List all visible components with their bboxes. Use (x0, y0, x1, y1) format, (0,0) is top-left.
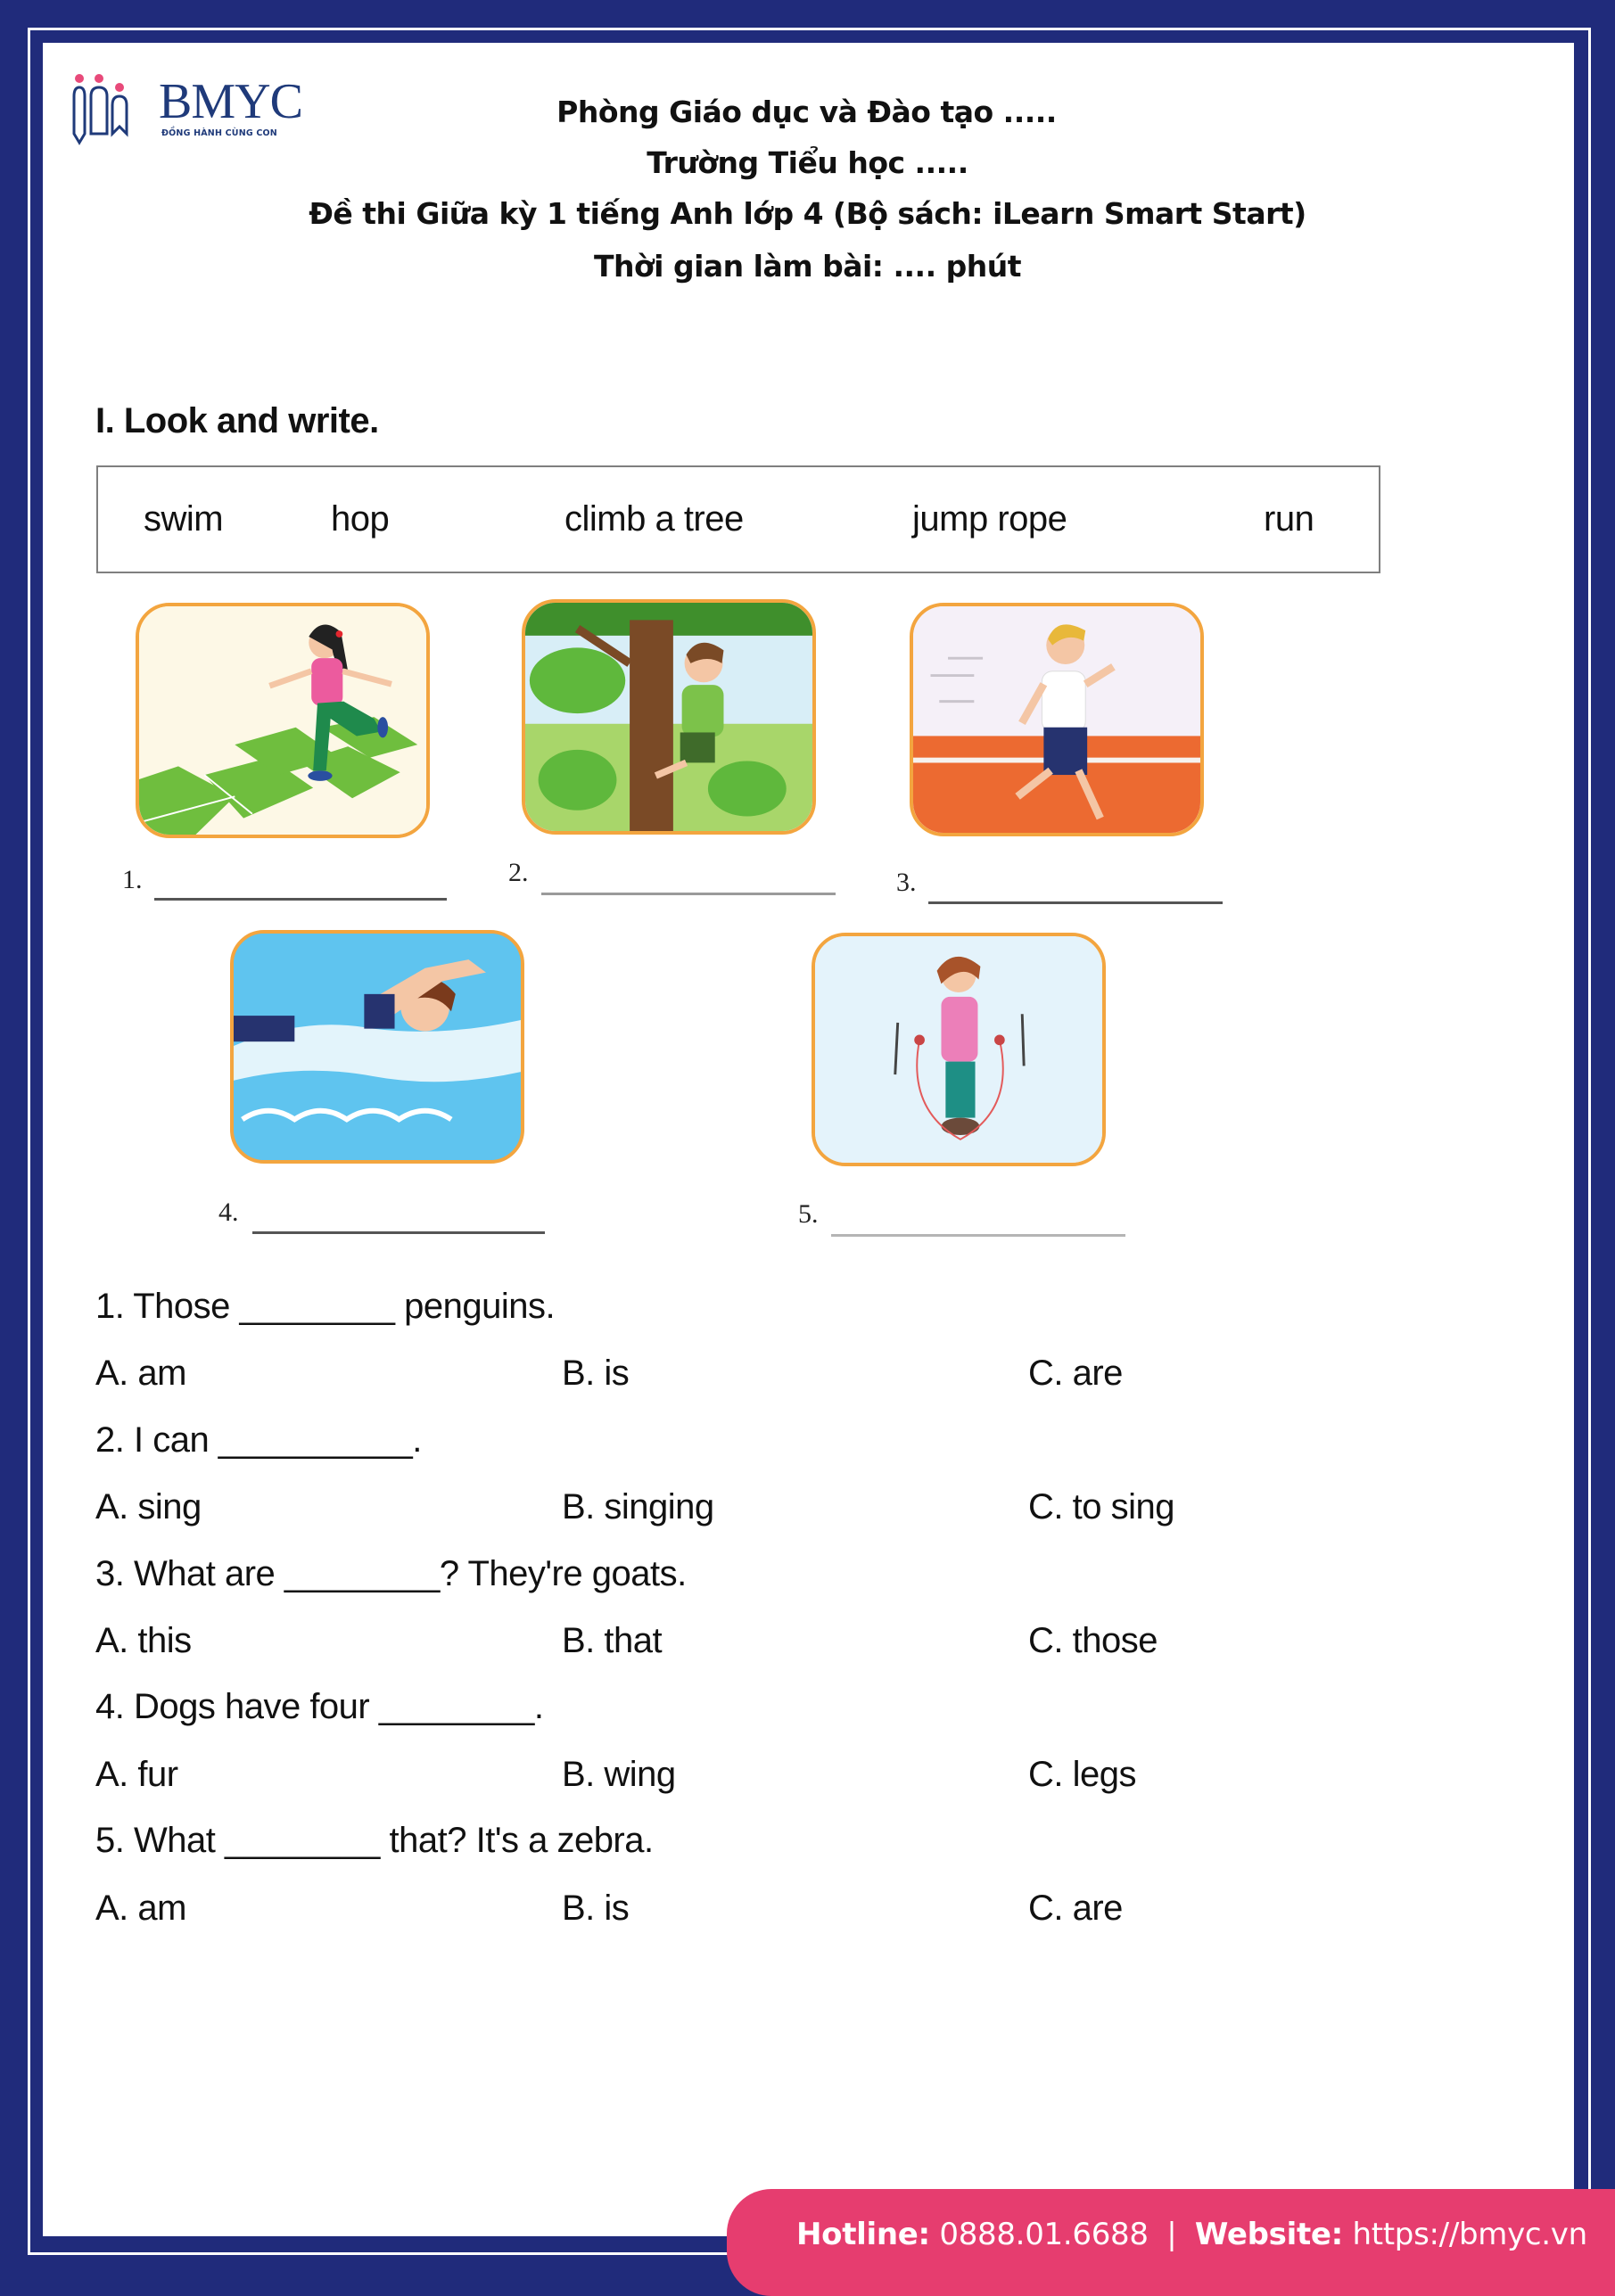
boy-running-image (910, 603, 1204, 836)
question-2-option-c[interactable]: C. to sing (1028, 1487, 1174, 1527)
answer-label: 2. (508, 858, 529, 887)
question-3-option-a[interactable]: A. this (95, 1621, 192, 1660)
website-link[interactable]: https://bmyc.vn (1352, 2217, 1587, 2252)
footer-contact-text (796, 2217, 1587, 2252)
word-bank-item: jump rope (912, 499, 1067, 539)
question-3-option-b[interactable]: B. that (562, 1621, 663, 1660)
hopscotch-girl-image (136, 603, 430, 838)
website-label: Website: (1194, 2217, 1343, 2252)
question-4-option-c[interactable]: C. legs (1028, 1755, 1136, 1794)
answer-label: 3. (896, 868, 917, 897)
header-school: Trường Tiểu học ..... (647, 145, 968, 180)
word-bank-item: run (1264, 499, 1314, 539)
child-swimming-image (230, 930, 524, 1164)
answer-label: 1. (122, 865, 143, 894)
word-bank-item: hop (331, 499, 390, 539)
answer-label: 5. (798, 1199, 819, 1229)
question-5-option-c[interactable]: C. are (1028, 1889, 1123, 1928)
question-1-option-b[interactable]: B. is (562, 1354, 630, 1393)
answer-line-4[interactable] (252, 1231, 545, 1234)
answer-line-2[interactable] (541, 893, 836, 895)
answer-line-5[interactable] (831, 1234, 1125, 1237)
question-1-option-c[interactable]: C. are (1028, 1354, 1123, 1393)
question-4-option-b[interactable]: B. wing (562, 1755, 676, 1794)
header-duration: Thời gian làm bài: .... phút (593, 249, 1022, 284)
hotline-value[interactable]: 0888.01.6688 (939, 2217, 1149, 2252)
question-4-text: 4. Dogs have four ________. (95, 1687, 544, 1726)
answer-line-1[interactable] (154, 898, 447, 901)
question-1-option-a[interactable]: A. am (95, 1354, 186, 1393)
header-department: Phòng Giáo dục và Đào tạo ..... (556, 95, 1057, 129)
question-4-option-a[interactable]: A. fur (95, 1755, 178, 1794)
section-title-look-and-write: I. Look and write. (95, 401, 379, 440)
word-bank-box (96, 465, 1380, 573)
hotline-label: Hotline: (796, 2217, 930, 2252)
girl-jumping-rope-image (812, 933, 1106, 1166)
answer-line-3[interactable] (928, 901, 1223, 904)
word-bank-item: swim (144, 499, 224, 539)
header-exam-title: Đề thi Giữa kỳ 1 tiếng Anh lớp 4 (Bộ sách: iLearn Smart Start) (309, 196, 1306, 231)
question-3-text: 3. What are ________? They're goats. (95, 1554, 687, 1593)
question-5-option-b[interactable]: B. is (562, 1889, 630, 1928)
question-5-text: 5. What ________ that? It's a zebra. (95, 1821, 654, 1860)
answer-label: 4. (218, 1197, 239, 1227)
question-1-text: 1. Those ________ penguins. (95, 1287, 556, 1326)
question-3-option-c[interactable]: C. those (1028, 1621, 1158, 1660)
question-2-option-a[interactable]: A. sing (95, 1487, 202, 1527)
word-bank-item: climb a tree (564, 499, 744, 539)
logo-tagline: ĐỒNG HÀNH CÙNG CON (161, 128, 277, 138)
boy-climbing-tree-image (522, 599, 816, 835)
contact-footer-bar (727, 2189, 1615, 2296)
question-5-option-a[interactable]: A. am (95, 1889, 186, 1928)
question-2-text: 2. I can __________. (95, 1420, 422, 1460)
footer-separator: | (1166, 2217, 1177, 2252)
question-2-option-b[interactable]: B. singing (562, 1487, 714, 1527)
logo-wordmark: BMYC (159, 74, 302, 129)
